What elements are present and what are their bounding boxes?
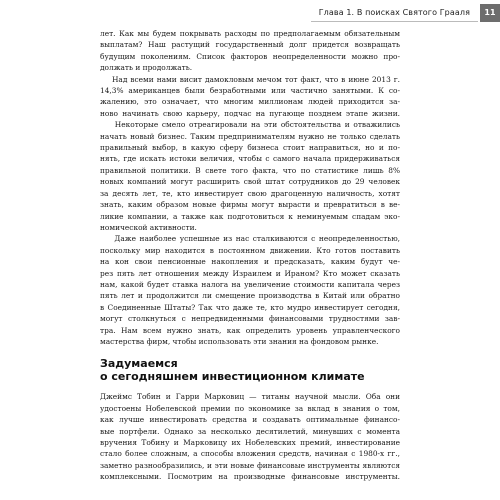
text-line: рез пять лет отношения между Израилем и Ираном? Кто может сказать xyxy=(100,268,400,278)
running-header xyxy=(311,4,500,22)
text-line: правильный выбор, в какую сферу бизнеса стоит направиться, но и по- xyxy=(100,143,400,153)
text-line: стало более сложным, а способы вложения средств, начиная с 1980-х гг., xyxy=(100,449,400,459)
text-line: Над всеми нами висит дамокловым мечом тот факт, что в июне 2013 г. xyxy=(100,74,400,84)
text-line: Джеймс Тобин и Гарри Марковиц — титаны научной мысли. Оба они xyxy=(100,392,400,402)
text-line: поскольку мир находится в постоянном движении. Кто готов поставить xyxy=(100,245,400,255)
text-line: за десять лет, те, кто инвестирует свою драгоценную наличность, хотят xyxy=(100,188,400,198)
paragraph-4 xyxy=(100,233,400,347)
text-line: тра. Нам всем нужно знать, как определить уровень управленческого xyxy=(100,325,400,335)
text-line: выплатам? Наш растущий государственный долг придется возвращать xyxy=(100,40,400,50)
section-heading-line: о сегодняшнем инвестиционном климате xyxy=(100,370,365,384)
text-line: ликие компании, а также как подготовиться к неминуемым спадам эко- xyxy=(100,211,400,221)
paragraph-1 xyxy=(100,28,400,74)
text-line: 14,3% американцев были безработными или частично занятыми. К со- xyxy=(100,86,400,96)
text-line: на кон свои пенсионные накопления и предсказать, каким будут че- xyxy=(100,257,400,267)
text-line: нам, какой будет ставка налога на увеличение стоимости капитала через xyxy=(100,279,400,289)
text-line: номической активности. xyxy=(100,222,197,232)
text-line: Даже наиболее успешные из нас сталкиваются с неопределенностью, xyxy=(100,234,400,244)
text-line: заметно разнообразились, и эти новые финансовые инструменты являются xyxy=(100,460,400,470)
text-line: начать новый бизнес. Таким предпринимателям нужно не только сделать xyxy=(100,131,400,141)
text-line: ново начинать свою карьеру, подчас на пугающе позднем этапе жизни. xyxy=(100,108,400,118)
text-line: жалению, это означает, что многим миллионам людей приходится за- xyxy=(100,97,400,107)
text-line: новых компаний могут расширить свой штат сотрудников до 29 человек xyxy=(100,177,400,187)
text-line: знать, каким образом новые фирмы могут вырасти и превратиться в ве- xyxy=(100,200,400,210)
text-line: удостоены Нобелевской премии по экономике за вклад в знания о том, xyxy=(100,403,400,413)
text-line: Некоторые смело отреагировали на эти обстоятельства и отважились xyxy=(100,120,400,130)
running-title: Глава 1. В поисках Святого Грааля xyxy=(311,4,478,22)
text-line: лет. Как мы будем покрывать расходы по предполагаемым обязательным xyxy=(100,29,400,38)
text-line: нять, где искать истоки величия, чтобы с самого начала придерживаться xyxy=(100,154,400,164)
text-line: комплексными. Посмотрим на производные финансовые инструменты. xyxy=(100,472,400,482)
section-heading xyxy=(100,357,400,383)
text-line: вые портфели. Однако за несколько десятилетий, минувших с момента xyxy=(100,426,400,436)
main-text xyxy=(100,28,400,483)
text-line: вручения Тобину и Марковицу их Нобелевских премий, инвестирование xyxy=(100,438,400,447)
text-line: правильной политики. В свете того факта, что по статистике лишь 8% xyxy=(100,165,400,175)
paragraph-2 xyxy=(100,74,400,120)
text-line: в Соединенные Штаты? Так что даже те, кто мудро инвестирует сегодня, xyxy=(100,302,400,312)
section-heading-line: Задумаемся xyxy=(100,357,178,371)
paragraph-3 xyxy=(100,119,400,233)
text-line: пять лет и продолжится ли смещение производства в Китай или обратно xyxy=(100,291,400,301)
text-line: как лучше инвестировать средства и создавать оптимальные финансо- xyxy=(100,415,400,425)
text-line: будущим поколениям. Список факторов неопределенности можно про- xyxy=(100,51,400,61)
text-line: могут столкнуться с непредвиденными финансовыми трудностями зав- xyxy=(100,314,400,324)
section-paragraph xyxy=(100,391,400,482)
page-number: 11 xyxy=(480,4,500,22)
text-line: мастерства фирм, чтобы использовать эти знания на фондовом рынке. xyxy=(100,336,379,346)
text-line: должать и продолжать. xyxy=(100,63,193,73)
